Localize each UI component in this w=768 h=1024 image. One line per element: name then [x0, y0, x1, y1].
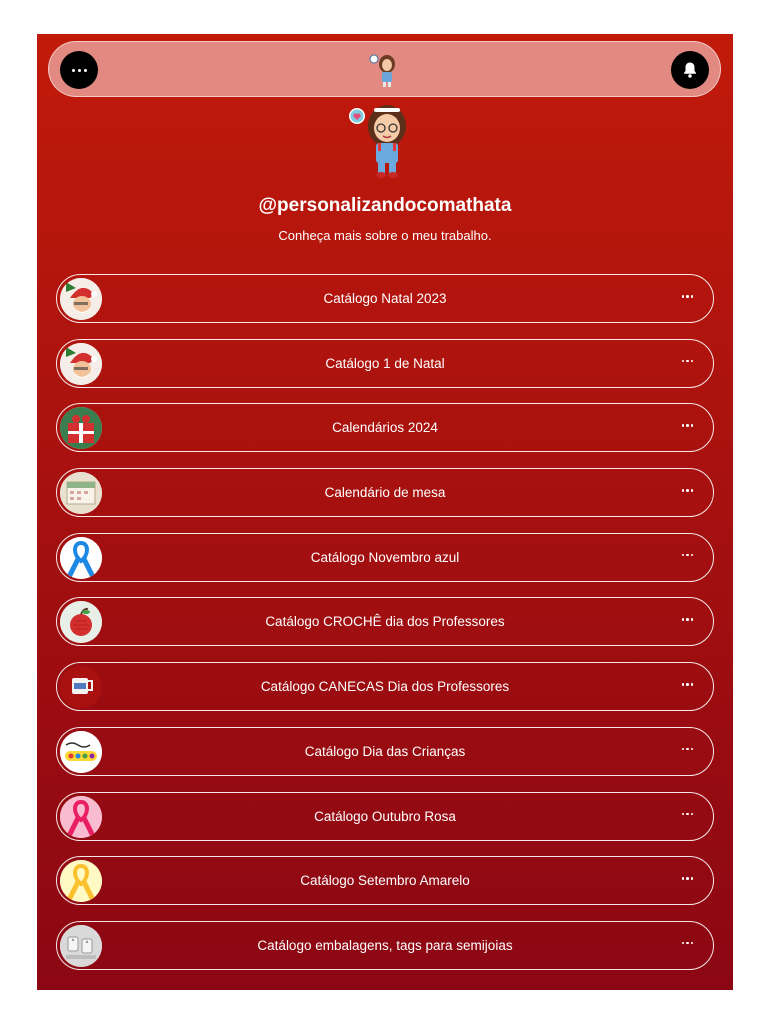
link-button[interactable] — [56, 856, 714, 905]
yellow-ribbon-icon — [60, 860, 102, 902]
link-button[interactable] — [56, 921, 714, 970]
more-horizontal-icon[interactable] — [682, 489, 694, 492]
link-list — [56, 274, 714, 986]
more-horizontal-icon[interactable] — [682, 360, 694, 363]
more-horizontal-icon[interactable] — [682, 618, 694, 621]
link-label: Catálogo CANECAS Dia dos Professores — [260, 679, 510, 695]
calendar-icon — [60, 472, 102, 514]
link-thumbnail — [60, 601, 102, 643]
blue-ribbon-icon — [60, 537, 102, 579]
link-button[interactable] — [56, 792, 714, 841]
link-label: Catálogo Novembro azul — [310, 549, 460, 565]
link-button[interactable] — [56, 597, 714, 646]
link-thumbnail — [60, 343, 102, 385]
notifications-button[interactable] — [671, 51, 709, 89]
top-bar — [48, 41, 721, 97]
link-label: Catálogo 1 de Natal — [325, 355, 445, 371]
link-label: Calendário de mesa — [324, 485, 446, 501]
link-thumbnail — [60, 796, 102, 838]
link-label: Catálogo Dia das Crianças — [304, 743, 466, 759]
more-horizontal-icon[interactable] — [682, 942, 694, 945]
more-horizontal-icon[interactable] — [682, 424, 694, 427]
link-label: Catálogo Setembro Amarelo — [300, 873, 470, 889]
link-thumbnail — [60, 731, 102, 773]
more-horizontal-icon[interactable] — [682, 748, 694, 751]
link-thumbnail — [60, 925, 102, 967]
more-horizontal-icon[interactable] — [682, 295, 694, 298]
link-button[interactable] — [56, 403, 714, 452]
pink-ribbon-icon — [60, 796, 102, 838]
link-label: Calendários 2024 — [332, 420, 438, 436]
link-thumbnail — [60, 472, 102, 514]
linktree-card — [37, 34, 733, 990]
link-thumbnail — [60, 407, 102, 449]
more-horizontal-icon[interactable] — [682, 877, 694, 880]
more-horizontal-icon — [72, 69, 87, 72]
link-thumbnail — [60, 537, 102, 579]
tags-icon — [60, 925, 102, 967]
link-button[interactable] — [56, 662, 714, 711]
profile-handle: @personalizandocomathata — [258, 195, 512, 216]
more-horizontal-icon[interactable] — [682, 554, 694, 557]
link-label: Catálogo embalagens, tags para semijoias — [257, 937, 513, 953]
kids-day-icon — [60, 731, 102, 773]
apple-icon — [60, 601, 102, 643]
link-button[interactable] — [56, 727, 714, 776]
link-button[interactable] — [56, 468, 714, 517]
link-label: Catálogo Natal 2023 — [323, 291, 447, 306]
more-horizontal-icon[interactable] — [682, 813, 694, 816]
more-horizontal-icon[interactable] — [682, 683, 694, 686]
mug-icon — [60, 666, 102, 708]
link-label: Catálogo Outubro Rosa — [314, 808, 456, 824]
santa-icon — [60, 278, 102, 320]
link-button[interactable] — [56, 533, 714, 582]
profile-bio: Conheça mais sobre o meu trabalho. — [278, 228, 492, 243]
link-thumbnail — [60, 860, 102, 902]
gift-icon — [60, 407, 102, 449]
bell-icon — [681, 61, 699, 79]
link-button[interactable] — [56, 339, 714, 388]
santa-icon — [60, 343, 102, 385]
link-thumbnail — [60, 278, 102, 320]
link-thumbnail — [60, 666, 102, 708]
more-options-button[interactable] — [60, 51, 98, 89]
link-button[interactable] — [56, 274, 714, 323]
link-label: Catálogo CROCHÊ dia dos Professores — [265, 614, 505, 630]
profile-avatar — [342, 98, 422, 182]
mini-avatar[interactable] — [367, 50, 405, 90]
